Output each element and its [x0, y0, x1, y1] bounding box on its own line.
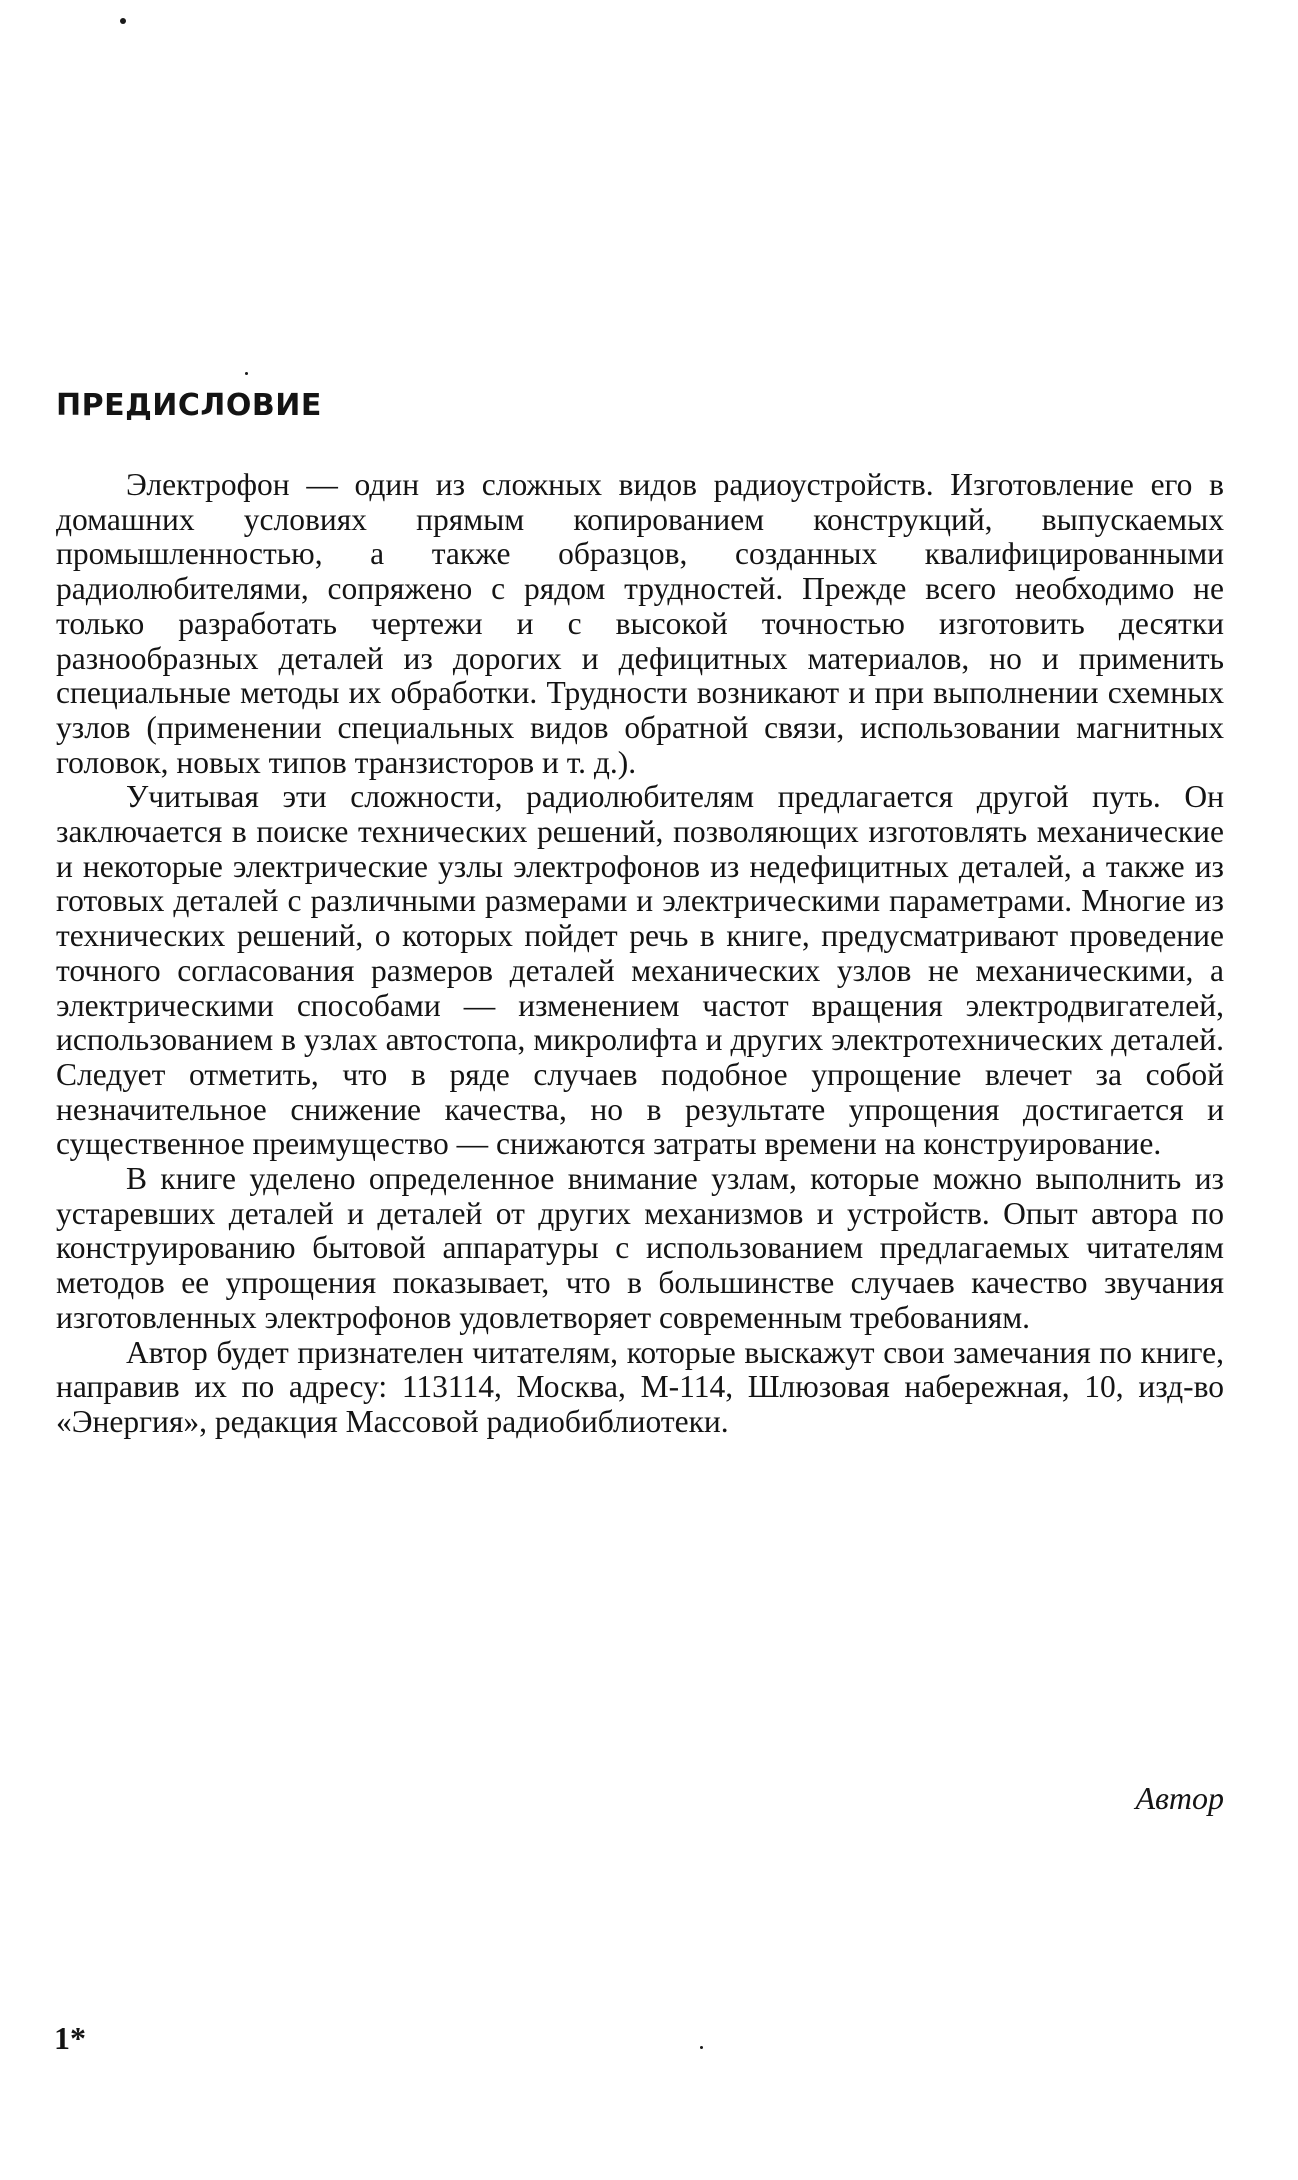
- print-speck: [245, 372, 248, 375]
- paragraph-4: Автор будет признателен читателям, которые выскажут свои замечания по книге, направив их по адресу: 113114, Москва, М-114, Шлюзовая набережная, 10, изд-во «Энергия», редакция Массовой радиобиблиотеки.: [56, 1334, 1224, 1439]
- page-number: 1*: [54, 2020, 86, 2056]
- paragraph-2: Учитывая эти сложности, радиолюбителям предлагается другой путь. Он заключается в поиске технических решений, позволяющих изготовлять механические и некоторые электрические узлы электрофонов из недефицитных деталей, а также из готовых деталей с различными размерами и электрическими параметрами. Многие из технических решений, о которых пойдет речь в книге, предусматривают проведение точного согласования размеров деталей механических узлов не механическими, а электрическими способами — изменением частот вращения электродвигателей, использованием в узлах автостопа, микролифта и других электротехнических деталей. Следует отметить, что в ряде случаев подобное упрощение влечет за собой незначительное снижение качества, но в результате упрощения достигается и существенное преимущество — снижаются затраты времени на конструирование.: [56, 779, 1224, 1162]
- preface-body: [56, 468, 1224, 1440]
- section-heading: ПРЕДИСЛОВИЕ: [56, 388, 322, 423]
- paragraph-3: В книге уделено определенное внимание узлам, которые можно выполнить из устаревших деталей и деталей от других механизмов и устройств. Опыт автора по конструированию бытовой аппаратуры с использованием предлагаемых читателям методов ее упрощения показывает, что в большинстве случаев качество звучания изготовленных электрофонов удовлетворяет современным требованиям.: [56, 1161, 1224, 1335]
- author-signature: Автор: [1135, 1780, 1224, 1816]
- print-speck: [120, 18, 126, 24]
- paragraph-1: Электрофон — один из сложных видов радиоустройств. Изготовление его в домашних условиях прямым копированием конструкций, выпускаемых промышленностью, а также образцов, созданных квалифицированными радиолюбителями, сопряжено с рядом трудностей. Прежде всего необходимо не только разработать чертежи и с высокой точностью изготовить десятки разнообразных деталей из дорогих и дефицитных материалов, но и применить специальные методы их обработки. Трудности возникают и при выполнении схемных узлов (применении специальных видов обратной связи, использовании магнитных головок, новых типов транзисторов и т. д.).: [56, 467, 1224, 780]
- print-speck: [700, 2046, 703, 2049]
